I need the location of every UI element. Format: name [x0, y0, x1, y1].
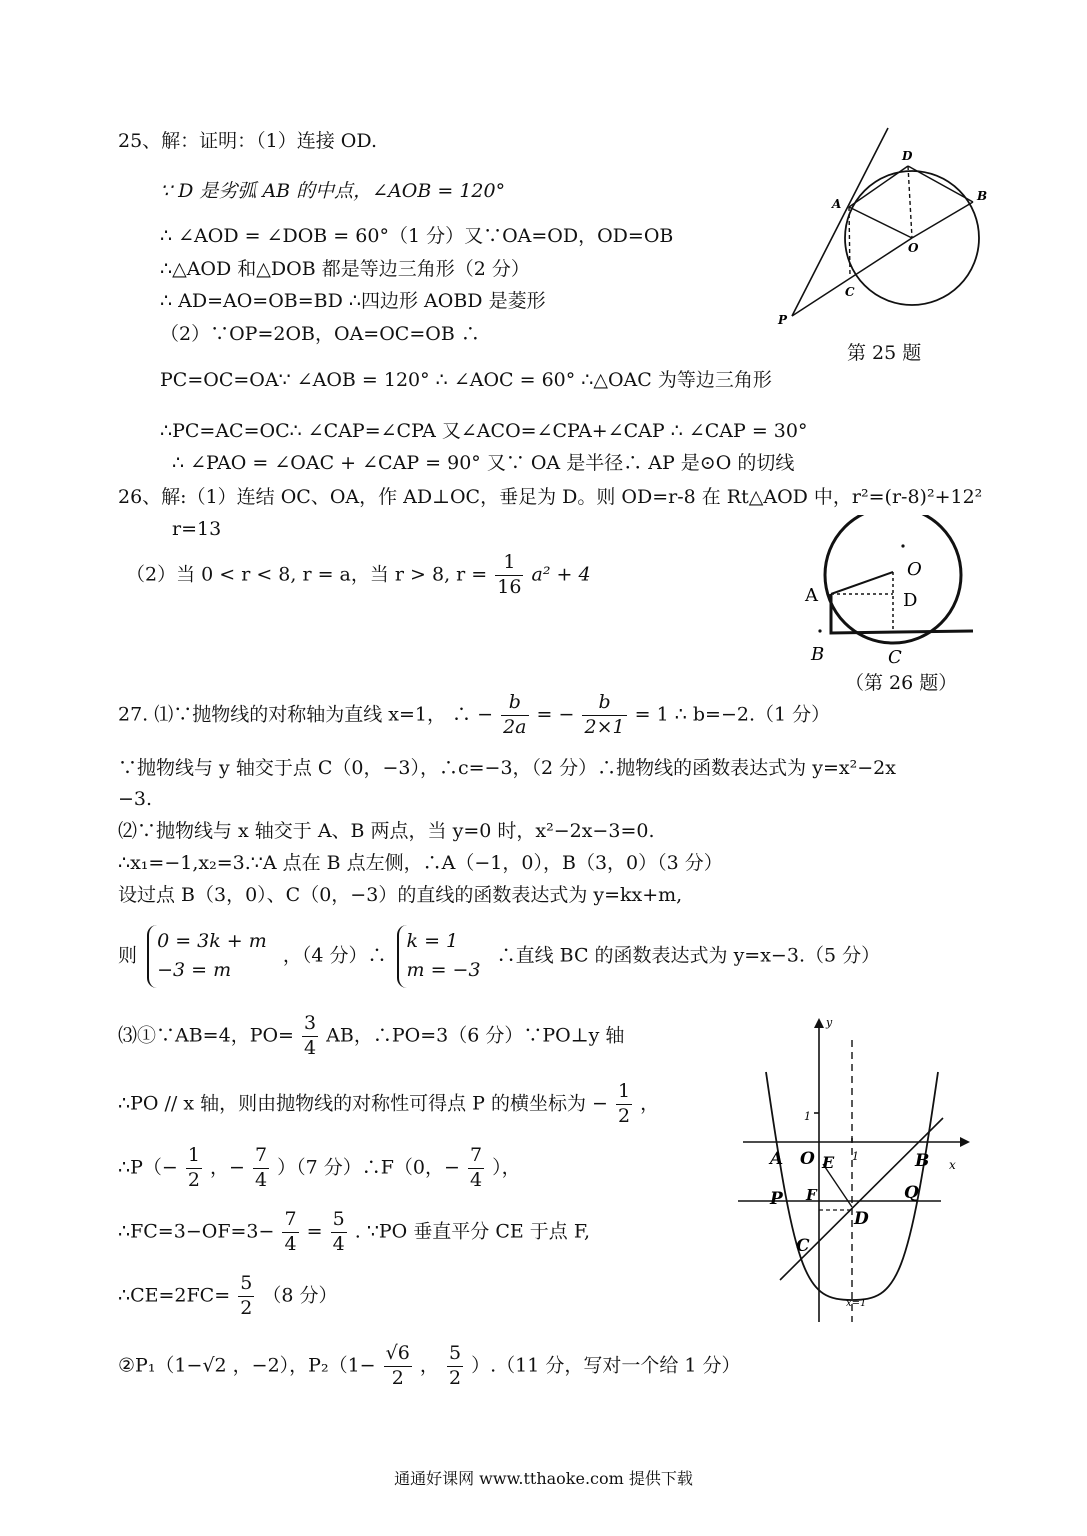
p26-caption: （第 26 题）: [845, 672, 958, 694]
p25-caption: 第 25 题: [847, 342, 922, 364]
p27-l11-frac-2-den: 4: [332, 1232, 345, 1255]
p26-frac-num: 1: [495, 551, 523, 576]
p27-l9-frac: [616, 1080, 632, 1129]
p27-line-1: [118, 691, 830, 740]
p27-l8-frac: [302, 1012, 318, 1061]
p27-l9-tail: ，: [640, 1092, 660, 1115]
p27-l8-frac-den: 4: [304, 1036, 317, 1059]
p26-figure: [800, 515, 985, 670]
p27-l13-frac-2-num: 5: [447, 1342, 463, 1367]
p26-line-3-text: （2）当 0 < r < 8, r = a，当 r > 8, r =: [126, 563, 488, 586]
p27-figure: [738, 1010, 978, 1328]
p25-fig-label-o: O: [908, 241, 919, 255]
p27-l13-frac-2: [447, 1342, 463, 1391]
p26-line-3: [126, 551, 591, 600]
p27-line-6: 设过点 B（3，0）、C（0，−3）的直线的函数表达式为 y=kx+m,: [118, 884, 683, 906]
p27-l1-tail: = 1 ∴ b=−2.（1 分）: [634, 703, 831, 726]
p27-fig-label-axis: x=1: [846, 1298, 867, 1309]
p27-l10-frac-3-den: 4: [469, 1168, 483, 1191]
p27-line-2: ∵抛物线与 y 轴交于点 C（0，−3），∴c=−3，（2 分）∴抛物线的函数表达式为 y=x²−2x: [118, 757, 896, 779]
p27-line-11: [118, 1208, 590, 1257]
p25-line-9: ∴ ∠PAO = ∠OAC + ∠CAP = 90° 又∵ OA 是半径∴ AP 是⊙O 的切线: [172, 452, 795, 474]
p27-l10-b: ，−: [209, 1156, 245, 1179]
p27-l13-a: ②P₁（1−√2 ，−2），P₂（1−: [118, 1354, 376, 1377]
p27-l1-frac-1-den: 2a: [503, 715, 527, 738]
p27-system-1: [147, 925, 273, 988]
p26-fig-label-b: B: [811, 644, 825, 665]
p27-l11-b: =: [306, 1220, 323, 1243]
p25-line-8: ∴PC=AC=OC∴ ∠CAP=∠CPA 又∠ACO=∠CPA+∠CAP ∴ ∠CAP = 30°: [160, 420, 808, 442]
p27-sys2-eq2: m = −3: [406, 959, 481, 982]
p27-l1-frac-1: [501, 691, 528, 740]
p25-line-7: PC=OC=OA∵ ∠AOB = 120° ∴ ∠AOC = 60° ∴△OAC 为等边三角形: [160, 369, 772, 391]
p27-l11-frac-1-num: 7: [282, 1208, 298, 1233]
p27-l7-mid: ，（4 分）∴: [282, 944, 387, 967]
p27-l1-frac-2: [582, 691, 626, 740]
p25-line-4: ∴△AOD 和△DOB 都是等边三角形（2 分）: [160, 258, 530, 280]
p27-fig-label-one-x: 1: [852, 1150, 859, 1163]
p27-l8-frac-num: 3: [302, 1012, 318, 1037]
p27-l1-frac-1-num: b: [501, 691, 528, 716]
p26-line-1: 26、解:（1）连结 OC、OA，作 AD⊥OC，垂足为 D。则 OD=r-8 在 Rt△AOD 中，r²=(r-8)²+12²: [118, 486, 983, 508]
p27-sys1-eq2: −3 = m: [157, 959, 232, 982]
p27-l12-frac: [238, 1272, 254, 1321]
p27-fig-label-x: x: [949, 1158, 956, 1172]
p26-line-3-tail: a² + 4: [531, 563, 591, 586]
p27-fig-label-c: C: [796, 1236, 810, 1256]
p26-line-2: r=13: [172, 518, 222, 540]
p27-l11-c: . ∵PO 垂直平分 CE 于点 F,: [354, 1220, 591, 1243]
p25-line-5: ∴ AD=AO=OB=BD ∴四边形 AOBD 是菱形: [160, 290, 546, 312]
p27-l11-frac-2-num: 5: [331, 1208, 347, 1233]
p26-fig-label-d: D: [903, 590, 918, 611]
p25-line-3: ∴ ∠AOD = ∠DOB = 60°（1 分）又∵OA=OD，OD=OB: [160, 225, 674, 247]
p27-fig-label-f: F: [806, 1186, 817, 1204]
p27-l10-d: ），: [492, 1156, 521, 1179]
p27-fig-label-p: P: [770, 1189, 783, 1209]
p27-l11-a: ∴FC=3−OF=3−: [118, 1220, 275, 1243]
p27-l9-frac-den: 2: [617, 1104, 631, 1127]
p27-fig-label-one-y: 1: [804, 1110, 811, 1123]
p27-fig-label-a: A: [770, 1149, 784, 1169]
p27-l10-c: ）（7 分）∴F（0，−: [277, 1156, 460, 1179]
p27-l10-frac-1-den: 2: [187, 1168, 200, 1191]
p27-l10-frac-3: [468, 1144, 484, 1193]
p27-line-12: [118, 1272, 337, 1321]
p27-l7-tail: ∴直线 BC 的函数表达式为 y=x−3.（5 分）: [496, 944, 881, 967]
p25-line-2: ∵ D 是劣弧 AB 的中点，∠AOB = 120°: [160, 180, 506, 202]
p27-l7-prefix: 则: [118, 944, 138, 967]
p27-l13-frac-1-num: √6: [384, 1342, 412, 1367]
p27-fig-label-b: B: [915, 1151, 930, 1171]
p27-l10-frac-1-num: 1: [186, 1144, 202, 1169]
p27-fig-label-o: O: [800, 1149, 815, 1169]
p27-l9-frac-num: 1: [616, 1080, 632, 1105]
p27-l8-text: ⑶①∵AB=4，PO=: [118, 1024, 294, 1047]
p27-l10-frac-2-num: 7: [253, 1144, 269, 1169]
p25-line-6: （2）∵OP=2OB，OA=OC=OB ∴: [160, 323, 480, 345]
p25-fig-label-b: B: [977, 189, 988, 203]
p27-l11-frac-2: [331, 1208, 347, 1257]
p25-figure: [770, 120, 1000, 330]
p27-l11-frac-1-den: 4: [284, 1232, 297, 1255]
p26-fig-label-o: O: [907, 559, 922, 580]
p27-sys2-eq1: k = 1: [406, 930, 459, 952]
p27-l8-tail: AB，∴PO=3（6 分）∵PO⊥y 轴: [326, 1024, 625, 1047]
p25-line-1: 25、解：证明：（1）连接 OD.: [118, 130, 377, 152]
p27-l9-text: ∴PO // x 轴，则由抛物线的对称性可得点 P 的横坐标为 −: [118, 1092, 608, 1115]
p27-line-4: ⑵∵抛物线与 x 轴交于 A、B 两点，当 y=0 时，x²−2x−3=0.: [118, 820, 655, 842]
p27-line-13: [118, 1342, 741, 1391]
p27-l1-eq: = −: [536, 703, 575, 726]
p27-l12-a: ∴CE=2FC=: [118, 1284, 231, 1307]
p27-l1-frac-2-den: 2×1: [584, 715, 625, 738]
p27-sys1-eq1: 0 = 3k + m: [157, 930, 267, 952]
p26-frac-den: 16: [497, 575, 522, 598]
p27-fig-label-d: D: [854, 1209, 869, 1229]
p27-l1-text: 27. ⑴∵抛物线的对称轴为直线 x=1， ∴ −: [118, 703, 494, 726]
p27-l13-c: ）.（11 分，写对一个给 1 分）: [471, 1354, 741, 1377]
p26-fraction: [495, 551, 523, 600]
p26-fig-label-a: A: [805, 585, 818, 606]
p27-l10-frac-3-num: 7: [468, 1144, 484, 1169]
p27-fig-label-q: Q: [904, 1183, 919, 1203]
p27-l10-a: ∴P（−: [118, 1156, 178, 1179]
p27-line-7: [118, 925, 880, 988]
p25-fig-label-p: P: [778, 313, 788, 327]
p27-fig-label-y: y: [826, 1016, 833, 1029]
p27-line-3: −3.: [118, 788, 153, 810]
p27-l10-frac-1: [186, 1144, 202, 1193]
p27-line-5: ∴x₁=−1,x₂=3.∵A 点在 B 点左侧，∴A（−1，0），B（3，0）（3 分）: [118, 852, 723, 874]
p27-l11-frac-1: [282, 1208, 298, 1257]
p27-l12-b: （8 分）: [262, 1284, 338, 1307]
p27-l10-frac-2-den: 4: [254, 1168, 268, 1191]
p27-l10-frac-2: [253, 1144, 269, 1193]
p27-fig-label-e: E: [822, 1153, 835, 1172]
p25-fig-label-a: A: [832, 197, 842, 211]
p25-fig-label-c: C: [845, 285, 855, 299]
p27-line-8: [118, 1012, 624, 1061]
p27-l13-b: ，: [419, 1354, 439, 1377]
p25-fig-label-d: D: [902, 149, 913, 163]
p27-line-10: [118, 1144, 521, 1193]
page-footer: 通通好课网 www.tthaoke.com 提供下载: [394, 1469, 693, 1488]
p26-fig-label-c: C: [888, 647, 902, 668]
p27-l1-frac-2-num: b: [582, 691, 626, 716]
p27-l13-frac-1: [384, 1342, 412, 1391]
p27-l13-frac-2-den: 2: [448, 1366, 462, 1389]
p27-system-2: [397, 925, 487, 988]
p27-line-9: [118, 1080, 659, 1129]
p27-l13-frac-1-den: 2: [391, 1366, 404, 1389]
p27-l12-frac-num: 5: [238, 1272, 254, 1297]
p27-l12-frac-den: 2: [240, 1296, 253, 1319]
